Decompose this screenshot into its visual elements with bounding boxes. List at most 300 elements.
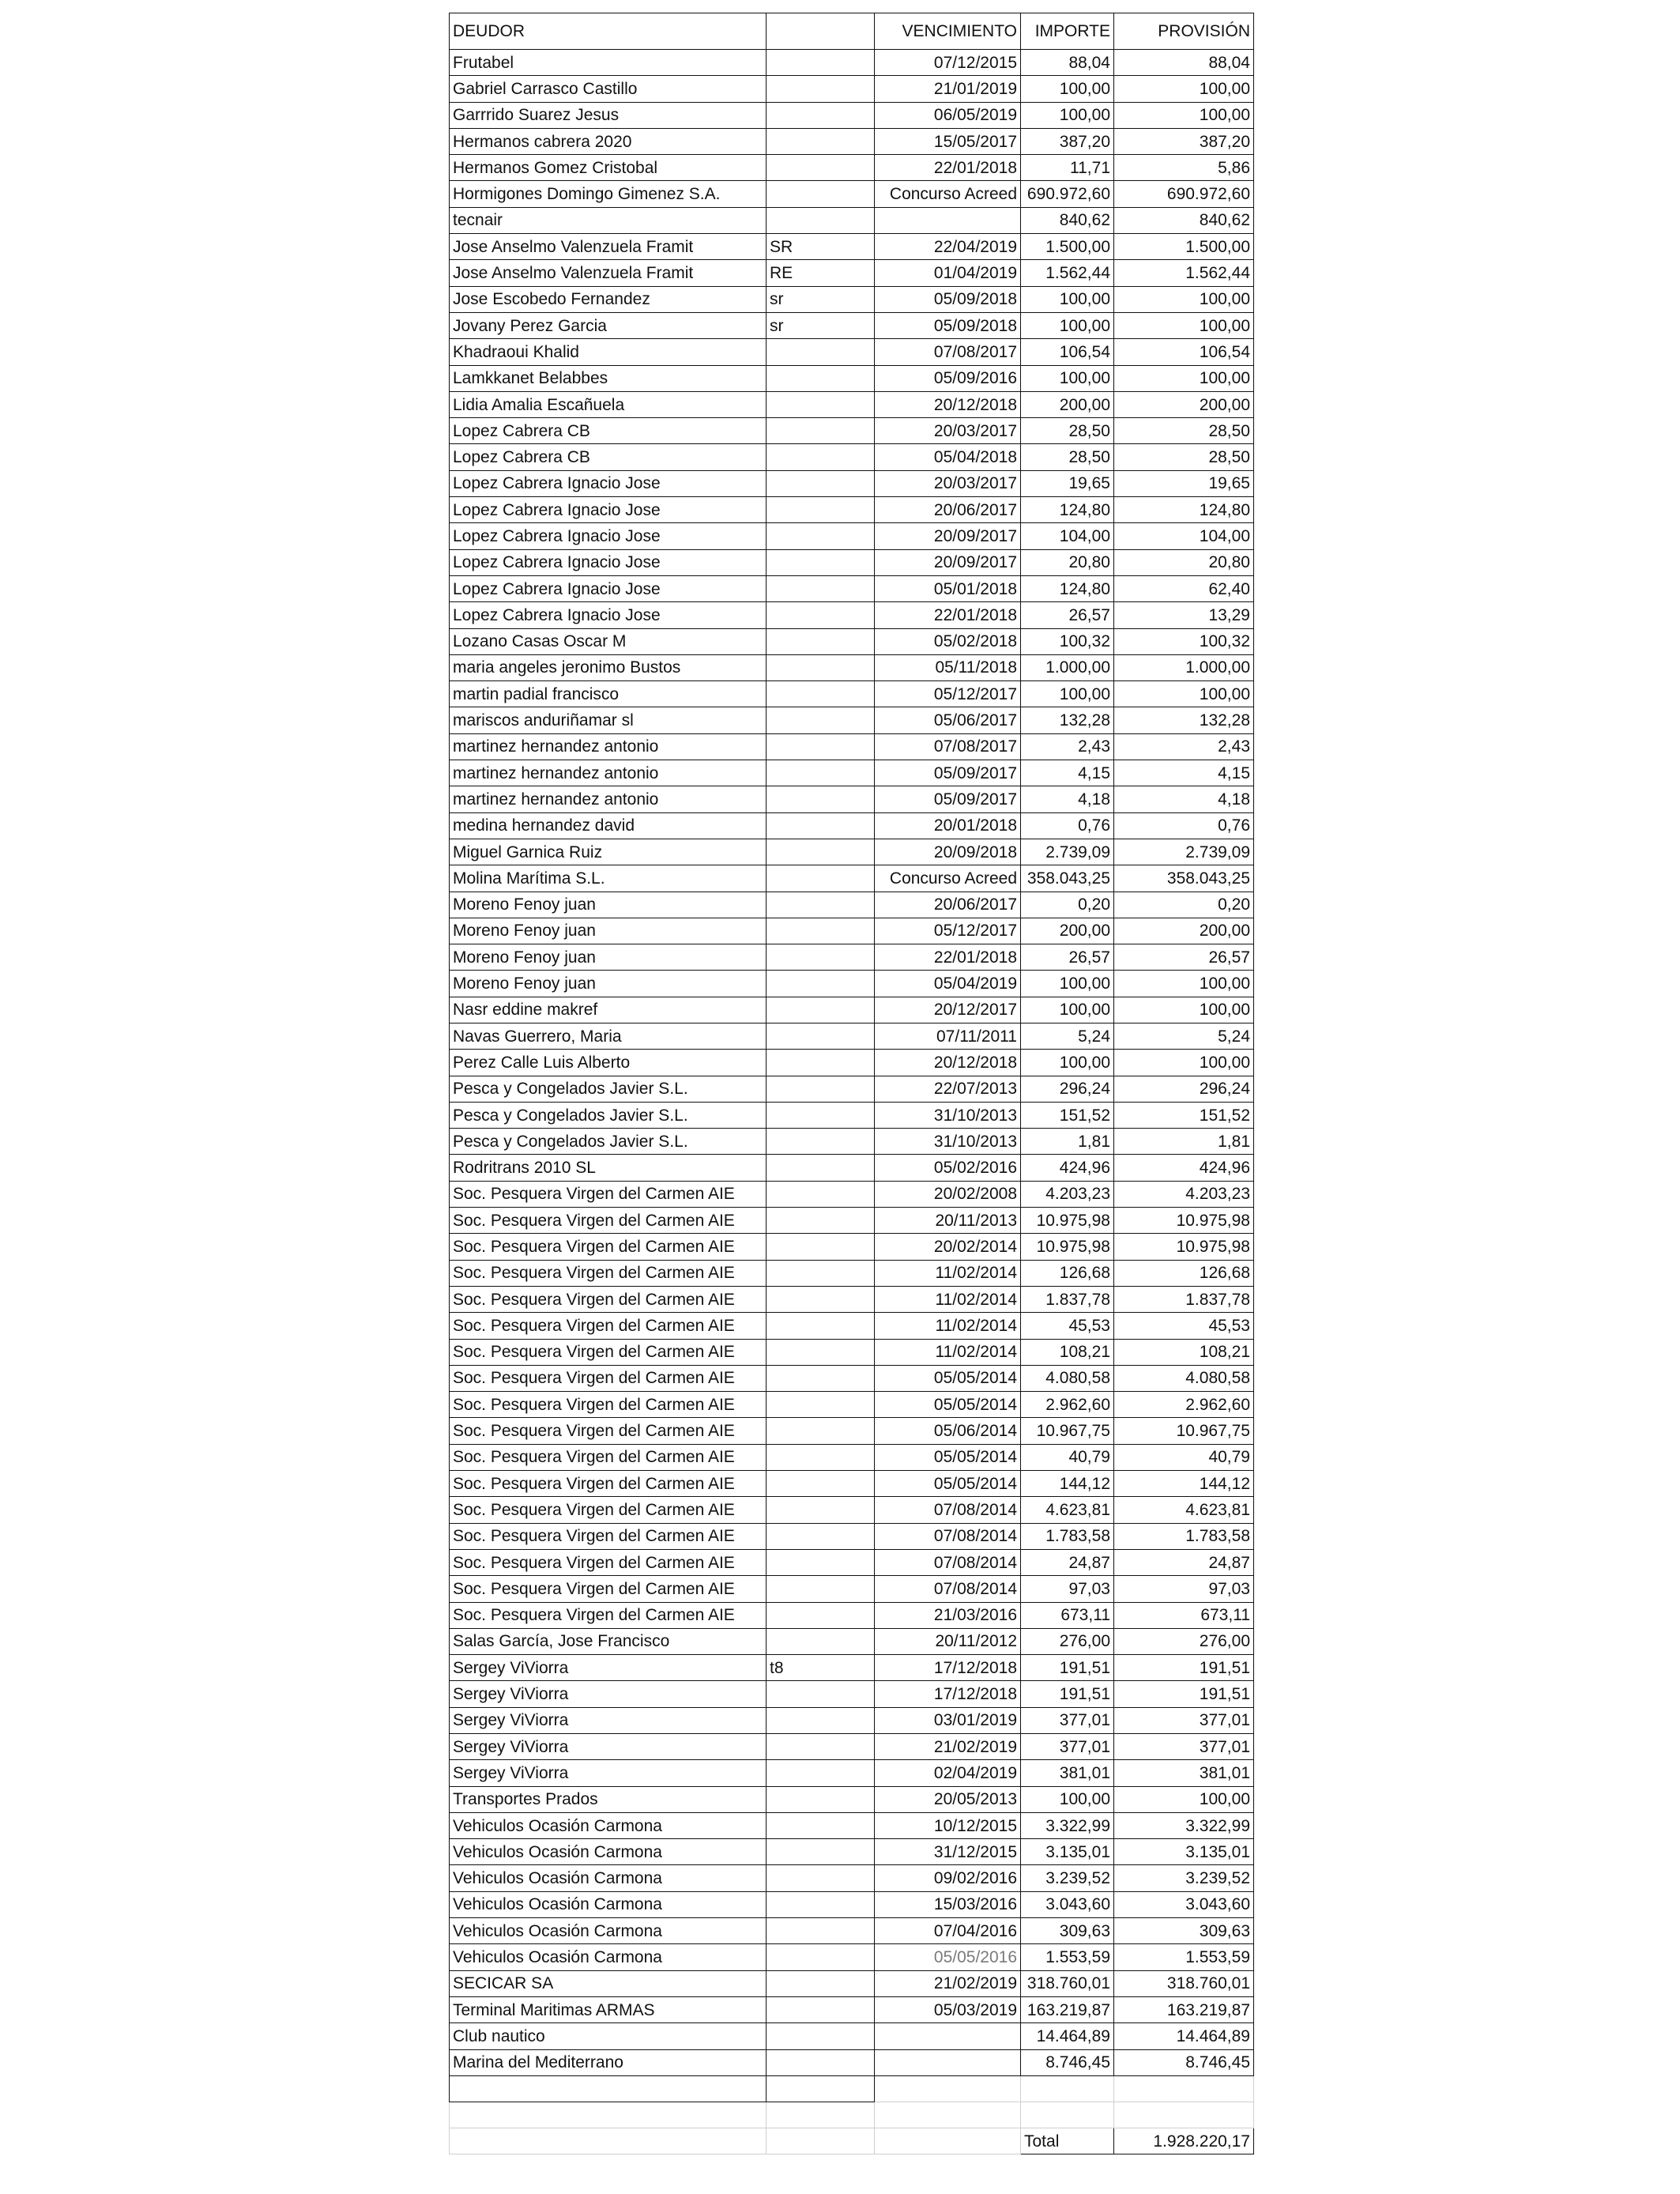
cell-importe[interactable]: 690.972,60 [1021,181,1114,207]
cell-importe[interactable]: 200,00 [1021,918,1114,944]
cell-code[interactable] [767,1628,875,1654]
cell-provision[interactable]: 100,00 [1114,365,1254,391]
cell-deudor[interactable]: Club nautico [450,2023,767,2049]
cell-provision[interactable]: 100,00 [1114,76,1254,102]
cell-vencimiento[interactable]: 20/09/2017 [875,549,1021,575]
cell-provision[interactable]: 309,63 [1114,1918,1254,1944]
cell-provision[interactable]: 0,76 [1114,812,1254,839]
cell-code[interactable] [767,365,875,391]
cell-provision[interactable]: 1.000,00 [1114,654,1254,680]
cell-deudor[interactable]: tecnair [450,207,767,233]
cell-provision[interactable]: 20,80 [1114,549,1254,575]
cell-vencimiento[interactable]: 05/11/2018 [875,654,1021,680]
cell-code[interactable] [767,681,875,707]
cell-deudor[interactable]: Nasr eddine makref [450,997,767,1023]
cell-provision[interactable]: 151,52 [1114,1102,1254,1128]
cell-code[interactable]: SR [767,234,875,260]
cell-importe[interactable]: 2,43 [1021,733,1114,760]
cell-importe[interactable]: 108,21 [1021,1339,1114,1365]
cell-provision[interactable]: 26,57 [1114,944,1254,971]
cell-vencimiento[interactable]: 05/05/2014 [875,1392,1021,1418]
cell-vencimiento[interactable]: 20/06/2017 [875,497,1021,523]
cell-importe[interactable]: 151,52 [1021,1102,1114,1128]
cell-vencimiento[interactable]: 20/09/2018 [875,839,1021,865]
cell-code[interactable] [767,1681,875,1707]
cell-provision[interactable]: 690.972,60 [1114,181,1254,207]
cell-vencimiento[interactable]: 15/03/2016 [875,1891,1021,1917]
cell-importe[interactable]: 24,87 [1021,1549,1114,1575]
cell-deudor[interactable]: Soc. Pesquera Virgen del Carmen AIE [450,1549,767,1575]
header-code[interactable] [767,13,875,50]
cell-provision[interactable]: 144,12 [1114,1471,1254,1497]
cell-provision[interactable]: 296,24 [1114,1076,1254,1102]
cell-provision[interactable]: 191,51 [1114,1655,1254,1681]
cell-provision[interactable]: 358.043,25 [1114,865,1254,892]
cell-code[interactable] [767,207,875,233]
cell-importe[interactable]: 191,51 [1021,1681,1114,1707]
cell-deudor[interactable]: Soc. Pesquera Virgen del Carmen AIE [450,1313,767,1339]
cell-importe[interactable]: 3.043,60 [1021,1891,1114,1917]
cell-deudor[interactable]: Soc. Pesquera Virgen del Carmen AIE [450,1339,767,1365]
cell-deudor[interactable]: Sergey ViViorra [450,1734,767,1760]
cell[interactable] [875,2075,1021,2102]
cell-deudor[interactable]: Lopez Cabrera CB [450,444,767,470]
cell-code[interactable] [767,50,875,76]
cell-vencimiento[interactable]: 05/06/2014 [875,1418,1021,1444]
cell-code[interactable] [767,549,875,575]
cell-provision[interactable]: 126,68 [1114,1260,1254,1286]
cell-vencimiento[interactable]: 05/05/2016 [875,1944,1021,1970]
cell-deudor[interactable]: Moreno Fenoy juan [450,918,767,944]
cell[interactable] [767,2102,875,2128]
cell-importe[interactable]: 424,96 [1021,1155,1114,1181]
cell-code[interactable] [767,391,875,417]
cell-vencimiento[interactable]: 05/01/2018 [875,575,1021,601]
cell-importe[interactable]: 4.203,23 [1021,1181,1114,1207]
cell-code[interactable] [767,1523,875,1549]
cell-vencimiento[interactable]: 05/04/2019 [875,971,1021,997]
cell-importe[interactable]: 100,00 [1021,997,1114,1023]
cell-deudor[interactable]: Pesca y Congelados Javier S.L. [450,1129,767,1155]
cell-provision[interactable]: 106,54 [1114,339,1254,365]
cell-vencimiento[interactable]: 07/08/2014 [875,1549,1021,1575]
cell-vencimiento[interactable] [875,2023,1021,2049]
cell-deudor[interactable]: Lopez Cabrera Ignacio Jose [450,549,767,575]
cell-deudor[interactable]: Soc. Pesquera Virgen del Carmen AIE [450,1392,767,1418]
cell-importe[interactable]: 40,79 [1021,1444,1114,1470]
cell-code[interactable] [767,575,875,601]
cell-deudor[interactable]: Perez Calle Luis Alberto [450,1050,767,1076]
cell-provision[interactable]: 88,04 [1114,50,1254,76]
cell-deudor[interactable]: Terminal Maritimas ARMAS [450,1996,767,2022]
cell-vencimiento[interactable]: 07/12/2015 [875,50,1021,76]
cell-importe[interactable]: 10.975,98 [1021,1208,1114,1234]
cell-importe[interactable]: 296,24 [1021,1076,1114,1102]
cell-code[interactable] [767,1418,875,1444]
cell-provision[interactable]: 673,11 [1114,1602,1254,1628]
cell-deudor[interactable]: Sergey ViViorra [450,1655,767,1681]
cell-code[interactable] [767,1786,875,1812]
cell-deudor[interactable]: Pesca y Congelados Javier S.L. [450,1076,767,1102]
cell-deudor[interactable]: Moreno Fenoy juan [450,944,767,971]
cell-deudor[interactable]: maria angeles jeronimo Bustos [450,654,767,680]
cell-vencimiento[interactable]: Concurso Acreed [875,865,1021,892]
cell-importe[interactable]: 4,15 [1021,760,1114,786]
cell-code[interactable] [767,1234,875,1260]
cell-importe[interactable]: 163.219,87 [1021,1996,1114,2022]
cell-importe[interactable]: 45,53 [1021,1313,1114,1339]
cell-deudor[interactable]: Lidia Amalia Escañuela [450,391,767,417]
cell-code[interactable] [767,971,875,997]
cell-vencimiento[interactable]: 05/03/2019 [875,1996,1021,2022]
cell-importe[interactable]: 2.962,60 [1021,1392,1114,1418]
cell-code[interactable] [767,839,875,865]
cell[interactable] [767,2128,875,2154]
cell-vencimiento[interactable]: 05/12/2017 [875,681,1021,707]
cell-vencimiento[interactable]: 17/12/2018 [875,1681,1021,1707]
cell-importe[interactable]: 26,57 [1021,944,1114,971]
cell-code[interactable] [767,1339,875,1365]
cell-code[interactable] [767,1102,875,1128]
cell-importe[interactable]: 1.837,78 [1021,1286,1114,1312]
cell-provision[interactable]: 318.760,01 [1114,1970,1254,1996]
cell-code[interactable] [767,1129,875,1155]
cell-vencimiento[interactable]: 05/09/2017 [875,760,1021,786]
cell[interactable] [875,2102,1021,2128]
cell-deudor[interactable]: Transportes Prados [450,1786,767,1812]
cell-provision[interactable]: 62,40 [1114,575,1254,601]
cell-code[interactable] [767,1076,875,1102]
cell-vencimiento[interactable] [875,207,1021,233]
cell-code[interactable] [767,918,875,944]
cell-deudor[interactable]: mariscos anduriñamar sl [450,707,767,733]
cell-code[interactable] [767,339,875,365]
cell-provision[interactable]: 424,96 [1114,1155,1254,1181]
cell-provision[interactable]: 100,00 [1114,312,1254,338]
cell-deudor[interactable]: Lopez Cabrera Ignacio Jose [450,523,767,549]
cell-provision[interactable]: 1.562,44 [1114,260,1254,286]
cell-provision[interactable]: 24,87 [1114,1549,1254,1575]
cell-importe[interactable]: 318.760,01 [1021,1970,1114,1996]
cell-vencimiento[interactable]: 22/07/2013 [875,1076,1021,1102]
cell-vencimiento[interactable]: 22/01/2018 [875,944,1021,971]
cell-code[interactable] [767,760,875,786]
cell-provision[interactable]: 377,01 [1114,1734,1254,1760]
cell-code[interactable]: RE [767,260,875,286]
cell-code[interactable] [767,1576,875,1602]
cell-provision[interactable]: 10.975,98 [1114,1208,1254,1234]
cell-provision[interactable]: 45,53 [1114,1313,1254,1339]
cell-code[interactable] [767,1602,875,1628]
cell-deudor[interactable]: Soc. Pesquera Virgen del Carmen AIE [450,1286,767,1312]
cell-vencimiento[interactable]: 20/12/2017 [875,997,1021,1023]
cell-vencimiento[interactable]: 31/12/2015 [875,1839,1021,1865]
cell[interactable] [1021,2102,1114,2128]
cell-vencimiento[interactable]: 20/05/2013 [875,1786,1021,1812]
cell-provision[interactable]: 2,43 [1114,733,1254,760]
cell-importe[interactable]: 144,12 [1021,1471,1114,1497]
cell[interactable] [1114,2075,1254,2102]
cell-code[interactable] [767,444,875,470]
cell-vencimiento[interactable]: 05/05/2014 [875,1444,1021,1470]
cell-importe[interactable]: 381,01 [1021,1760,1114,1786]
cell-provision[interactable]: 2.962,60 [1114,1392,1254,1418]
cell-vencimiento[interactable]: 21/02/2019 [875,1970,1021,1996]
cell-importe[interactable]: 0,20 [1021,892,1114,918]
cell-importe[interactable]: 106,54 [1021,339,1114,365]
cell-code[interactable] [767,1760,875,1786]
cell-vencimiento[interactable]: Concurso Acreed [875,181,1021,207]
cell-importe[interactable]: 1.000,00 [1021,654,1114,680]
cell-provision[interactable]: 200,00 [1114,918,1254,944]
cell-importe[interactable]: 377,01 [1021,1734,1114,1760]
cell-code[interactable] [767,944,875,971]
cell-vencimiento[interactable]: 11/02/2014 [875,1260,1021,1286]
cell-importe[interactable]: 28,50 [1021,444,1114,470]
cell-provision[interactable]: 14.464,89 [1114,2023,1254,2049]
cell-deudor[interactable]: Lamkkanet Belabbes [450,365,767,391]
cell-vencimiento[interactable]: 15/05/2017 [875,128,1021,154]
cell-importe[interactable]: 100,00 [1021,365,1114,391]
cell-vencimiento[interactable]: 05/05/2014 [875,1365,1021,1391]
cell-importe[interactable]: 200,00 [1021,391,1114,417]
cell-provision[interactable]: 10.975,98 [1114,1234,1254,1260]
cell-provision[interactable]: 28,50 [1114,444,1254,470]
header-vencimiento[interactable]: VENCIMIENTO [875,13,1021,50]
cell[interactable] [450,2075,767,2102]
cell-provision[interactable]: 840,62 [1114,207,1254,233]
cell-vencimiento[interactable]: 31/10/2013 [875,1102,1021,1128]
cell-code[interactable] [767,1023,875,1049]
cell-deudor[interactable]: Hermanos Gomez Cristobal [450,155,767,181]
cell-code[interactable] [767,1944,875,1970]
cell-importe[interactable]: 100,00 [1021,971,1114,997]
cell-importe[interactable]: 191,51 [1021,1655,1114,1681]
cell-code[interactable] [767,1497,875,1523]
cell-vencimiento[interactable]: 07/08/2014 [875,1523,1021,1549]
cell-deudor[interactable]: Salas García, Jose Francisco [450,1628,767,1654]
cell-vencimiento[interactable]: 20/03/2017 [875,418,1021,444]
cell-deudor[interactable]: martinez hernandez antonio [450,786,767,812]
cell-vencimiento[interactable]: 03/01/2019 [875,1707,1021,1733]
cell-vencimiento[interactable]: 20/01/2018 [875,812,1021,839]
cell-importe[interactable]: 124,80 [1021,497,1114,523]
cell-code[interactable] [767,1444,875,1470]
cell-code[interactable] [767,128,875,154]
cell-importe[interactable]: 8.746,45 [1021,2049,1114,2075]
cell-importe[interactable]: 4.080,58 [1021,1365,1114,1391]
cell-importe[interactable]: 100,00 [1021,102,1114,128]
cell-importe[interactable]: 387,20 [1021,128,1114,154]
cell-deudor[interactable]: Rodritrans 2010 SL [450,1155,767,1181]
cell-importe[interactable]: 11,71 [1021,155,1114,181]
cell-deudor[interactable]: Soc. Pesquera Virgen del Carmen AIE [450,1523,767,1549]
cell-vencimiento[interactable]: 05/09/2018 [875,286,1021,312]
header-importe[interactable]: IMPORTE [1021,13,1114,50]
cell-importe[interactable]: 3.239,52 [1021,1865,1114,1891]
cell-importe[interactable]: 3.322,99 [1021,1812,1114,1838]
cell-deudor[interactable]: Soc. Pesquera Virgen del Carmen AIE [450,1260,767,1286]
cell-deudor[interactable]: Sergey ViViorra [450,1707,767,1733]
cell-provision[interactable]: 4,15 [1114,760,1254,786]
cell-importe[interactable]: 19,65 [1021,470,1114,496]
cell-code[interactable] [767,812,875,839]
cell-provision[interactable]: 5,24 [1114,1023,1254,1049]
cell-vencimiento[interactable] [875,2049,1021,2075]
cell-vencimiento[interactable]: 07/08/2017 [875,339,1021,365]
cell-code[interactable] [767,2023,875,2049]
cell-provision[interactable]: 3.239,52 [1114,1865,1254,1891]
cell-importe[interactable]: 1.500,00 [1021,234,1114,260]
cell-vencimiento[interactable]: 11/02/2014 [875,1339,1021,1365]
cell-provision[interactable]: 100,00 [1114,681,1254,707]
cell-provision[interactable]: 104,00 [1114,523,1254,549]
cell-deudor[interactable]: Soc. Pesquera Virgen del Carmen AIE [450,1418,767,1444]
cell-importe[interactable]: 10.967,75 [1021,1418,1114,1444]
cell-importe[interactable]: 377,01 [1021,1707,1114,1733]
cell-code[interactable] [767,1734,875,1760]
cell-code[interactable] [767,1471,875,1497]
cell-provision[interactable]: 1.553,59 [1114,1944,1254,1970]
cell-importe[interactable]: 97,03 [1021,1576,1114,1602]
cell-deudor[interactable]: Soc. Pesquera Virgen del Carmen AIE [450,1208,767,1234]
cell-deudor[interactable]: SECICAR SA [450,1970,767,1996]
cell-vencimiento[interactable]: 07/08/2017 [875,733,1021,760]
cell-deudor[interactable]: Molina Marítima S.L. [450,865,767,892]
cell-provision[interactable]: 4.623,81 [1114,1497,1254,1523]
cell-importe[interactable]: 28,50 [1021,418,1114,444]
cell-importe[interactable]: 2.739,09 [1021,839,1114,865]
header-provision[interactable]: PROVISIÓN [1114,13,1254,50]
header-deudor[interactable]: DEUDOR [450,13,767,50]
cell-provision[interactable]: 200,00 [1114,391,1254,417]
cell-deudor[interactable]: Jose Escobedo Fernandez [450,286,767,312]
cell-deudor[interactable]: Soc. Pesquera Virgen del Carmen AIE [450,1181,767,1207]
cell-vencimiento[interactable]: 05/04/2018 [875,444,1021,470]
cell-code[interactable] [767,733,875,760]
cell-deudor[interactable]: Lopez Cabrera CB [450,418,767,444]
cell-provision[interactable]: 0,20 [1114,892,1254,918]
cell-code[interactable] [767,1865,875,1891]
cell-deudor[interactable]: Vehiculos Ocasión Carmona [450,1812,767,1838]
cell-importe[interactable]: 126,68 [1021,1260,1114,1286]
cell-code[interactable] [767,786,875,812]
cell-code[interactable] [767,1155,875,1181]
cell-code[interactable] [767,1707,875,1733]
cell-importe[interactable]: 100,00 [1021,76,1114,102]
cell-provision[interactable]: 1.500,00 [1114,234,1254,260]
cell-code[interactable] [767,865,875,892]
cell-importe[interactable]: 104,00 [1021,523,1114,549]
cell-provision[interactable]: 4,18 [1114,786,1254,812]
cell-vencimiento[interactable]: 02/04/2019 [875,1760,1021,1786]
cell-importe[interactable]: 100,00 [1021,1050,1114,1076]
cell-deudor[interactable]: Miguel Garnica Ruiz [450,839,767,865]
cell-importe[interactable]: 673,11 [1021,1602,1114,1628]
cell-provision[interactable]: 4.080,58 [1114,1365,1254,1391]
cell-code[interactable] [767,707,875,733]
cell-vencimiento[interactable]: 07/11/2011 [875,1023,1021,1049]
cell-provision[interactable]: 97,03 [1114,1576,1254,1602]
cell-provision[interactable]: 100,00 [1114,1050,1254,1076]
cell-deudor[interactable]: Sergey ViViorra [450,1760,767,1786]
cell-deudor[interactable]: Lopez Cabrera Ignacio Jose [450,470,767,496]
cell-code[interactable] [767,155,875,181]
cell-deudor[interactable]: Hermanos cabrera 2020 [450,128,767,154]
cell-importe[interactable]: 100,00 [1021,286,1114,312]
cell-code[interactable] [767,418,875,444]
cell-code[interactable] [767,1050,875,1076]
cell[interactable] [450,2128,767,2154]
cell-code[interactable] [767,654,875,680]
cell-vencimiento[interactable]: 20/02/2008 [875,1181,1021,1207]
cell-deudor[interactable]: Khadraoui Khalid [450,339,767,365]
cell-code[interactable] [767,1181,875,1207]
cell-vencimiento[interactable]: 20/09/2017 [875,523,1021,549]
cell-importe[interactable]: 132,28 [1021,707,1114,733]
cell-deudor[interactable]: Marina del Mediterrano [450,2049,767,2075]
cell-vencimiento[interactable]: 21/02/2019 [875,1734,1021,1760]
cell-vencimiento[interactable]: 22/04/2019 [875,234,1021,260]
cell-importe[interactable]: 840,62 [1021,207,1114,233]
cell-vencimiento[interactable]: 22/01/2018 [875,602,1021,628]
cell-deudor[interactable]: Navas Guerrero, Maria [450,1023,767,1049]
cell-deudor[interactable]: Jose Anselmo Valenzuela Framit [450,260,767,286]
cell-provision[interactable]: 191,51 [1114,1681,1254,1707]
cell-importe[interactable]: 1.783,58 [1021,1523,1114,1549]
cell-deudor[interactable]: Garrrido Suarez Jesus [450,102,767,128]
cell-deudor[interactable]: Soc. Pesquera Virgen del Carmen AIE [450,1471,767,1497]
cell-provision[interactable]: 5,86 [1114,155,1254,181]
cell-importe[interactable]: 14.464,89 [1021,2023,1114,2049]
cell-importe[interactable]: 100,00 [1021,681,1114,707]
cell-deudor[interactable]: Vehiculos Ocasión Carmona [450,1839,767,1865]
cell-code[interactable] [767,102,875,128]
cell-vencimiento[interactable]: 20/11/2012 [875,1628,1021,1654]
cell-vencimiento[interactable]: 11/02/2014 [875,1286,1021,1312]
cell-deudor[interactable]: Jose Anselmo Valenzuela Framit [450,234,767,260]
cell-deudor[interactable]: Vehiculos Ocasión Carmona [450,1891,767,1917]
cell-vencimiento[interactable]: 05/05/2014 [875,1471,1021,1497]
cell-code[interactable] [767,523,875,549]
cell-deudor[interactable]: Soc. Pesquera Virgen del Carmen AIE [450,1497,767,1523]
cell-provision[interactable]: 19,65 [1114,470,1254,496]
total-label[interactable]: Total [1021,2128,1114,2154]
cell-code[interactable] [767,1208,875,1234]
cell-code[interactable] [767,602,875,628]
cell-code[interactable] [767,76,875,102]
cell-code[interactable] [767,2049,875,2075]
cell-vencimiento[interactable]: 11/02/2014 [875,1313,1021,1339]
cell-provision[interactable]: 163.219,87 [1114,1996,1254,2022]
cell-code[interactable] [767,1839,875,1865]
cell-importe[interactable]: 26,57 [1021,602,1114,628]
cell-vencimiento[interactable]: 05/06/2017 [875,707,1021,733]
cell-importe[interactable]: 20,80 [1021,549,1114,575]
cell-importe[interactable]: 358.043,25 [1021,865,1114,892]
cell-provision[interactable]: 100,00 [1114,1786,1254,1812]
cell-provision[interactable]: 1.783,58 [1114,1523,1254,1549]
cell-vencimiento[interactable]: 07/08/2014 [875,1497,1021,1523]
cell-deudor[interactable]: Lopez Cabrera Ignacio Jose [450,575,767,601]
cell-deudor[interactable]: Lozano Casas Oscar M [450,628,767,654]
cell-provision[interactable]: 108,21 [1114,1339,1254,1365]
cell-vencimiento[interactable]: 07/04/2016 [875,1918,1021,1944]
cell-provision[interactable]: 40,79 [1114,1444,1254,1470]
cell-provision[interactable]: 13,29 [1114,602,1254,628]
cell-code[interactable] [767,1812,875,1838]
cell-provision[interactable]: 4.203,23 [1114,1181,1254,1207]
